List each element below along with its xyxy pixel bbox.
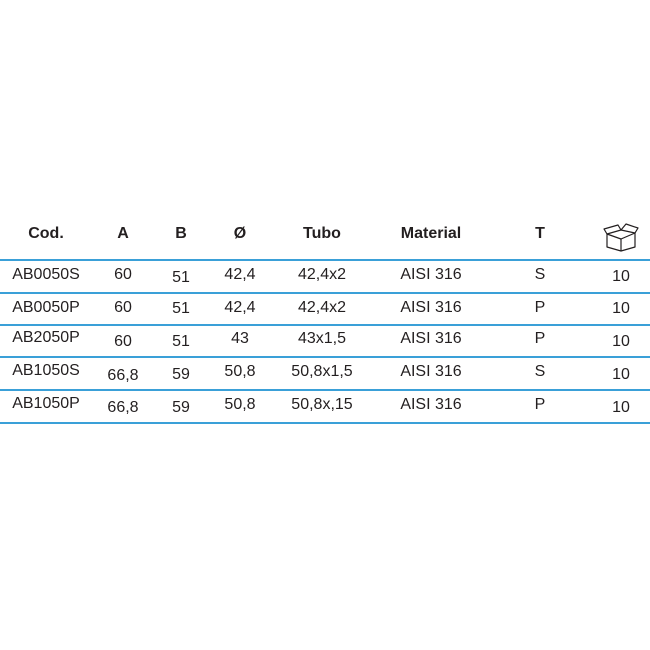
row-rule [0,422,650,424]
cell-b: 59 [172,399,190,416]
cell-tubo: 50,8x1,5 [291,363,353,380]
header-material: Material [400,225,462,242]
cell-cod: AB0050P [12,299,80,316]
box-icon [603,222,639,252]
cell-t: S [534,266,546,283]
header-diameter: Ø [233,225,247,242]
row-rule [0,356,650,358]
cell-cod: AB2050P [12,329,80,346]
cell-a: 60 [114,266,132,283]
cell-a: 60 [114,299,132,316]
cell-material: AISI 316 [400,330,462,347]
row-rule [0,292,650,294]
cell-t: P [534,396,546,413]
cell-material: AISI 316 [400,363,462,380]
cell-material: AISI 316 [400,396,462,413]
cell-diameter: 50,8 [224,396,256,413]
cell-tubo: 42,4x2 [297,266,347,283]
header-tubo: Tubo [303,225,341,242]
cell-t: P [534,330,546,347]
cell-b: 59 [172,366,190,383]
cell-tubo: 50,8x,15 [291,396,353,413]
cell-tubo: 43x1,5 [297,330,347,347]
cell-qty: 10 [612,300,630,317]
cell-tubo: 42,4x2 [297,299,347,316]
cell-material: AISI 316 [400,266,462,283]
cell-diameter: 43 [231,330,249,347]
cell-b: 51 [172,269,190,286]
cell-diameter: 42,4 [224,266,256,283]
cell-qty: 10 [612,268,630,285]
cell-t: P [534,299,546,316]
row-rule [0,324,650,326]
cell-a: 66,8 [107,399,139,416]
cell-qty: 10 [612,333,630,350]
header-rule [0,259,650,261]
cell-b: 51 [172,300,190,317]
header-t: T [535,225,545,242]
cell-qty: 10 [612,399,630,416]
cell-qty: 10 [612,366,630,383]
cell-cod: AB0050S [12,266,80,283]
cell-a: 66,8 [107,367,139,384]
header-b: B [175,225,187,242]
cell-diameter: 50,8 [224,363,256,380]
cell-b: 51 [172,333,190,350]
cell-diameter: 42,4 [224,299,256,316]
cell-cod: AB1050S [12,362,80,379]
cell-t: S [534,363,546,380]
row-rule [0,389,650,391]
cell-cod: AB1050P [12,395,80,412]
header-a: A [117,225,129,242]
cell-material: AISI 316 [400,299,462,316]
cell-a: 60 [114,333,132,350]
header-cod: Cod. [28,225,64,242]
